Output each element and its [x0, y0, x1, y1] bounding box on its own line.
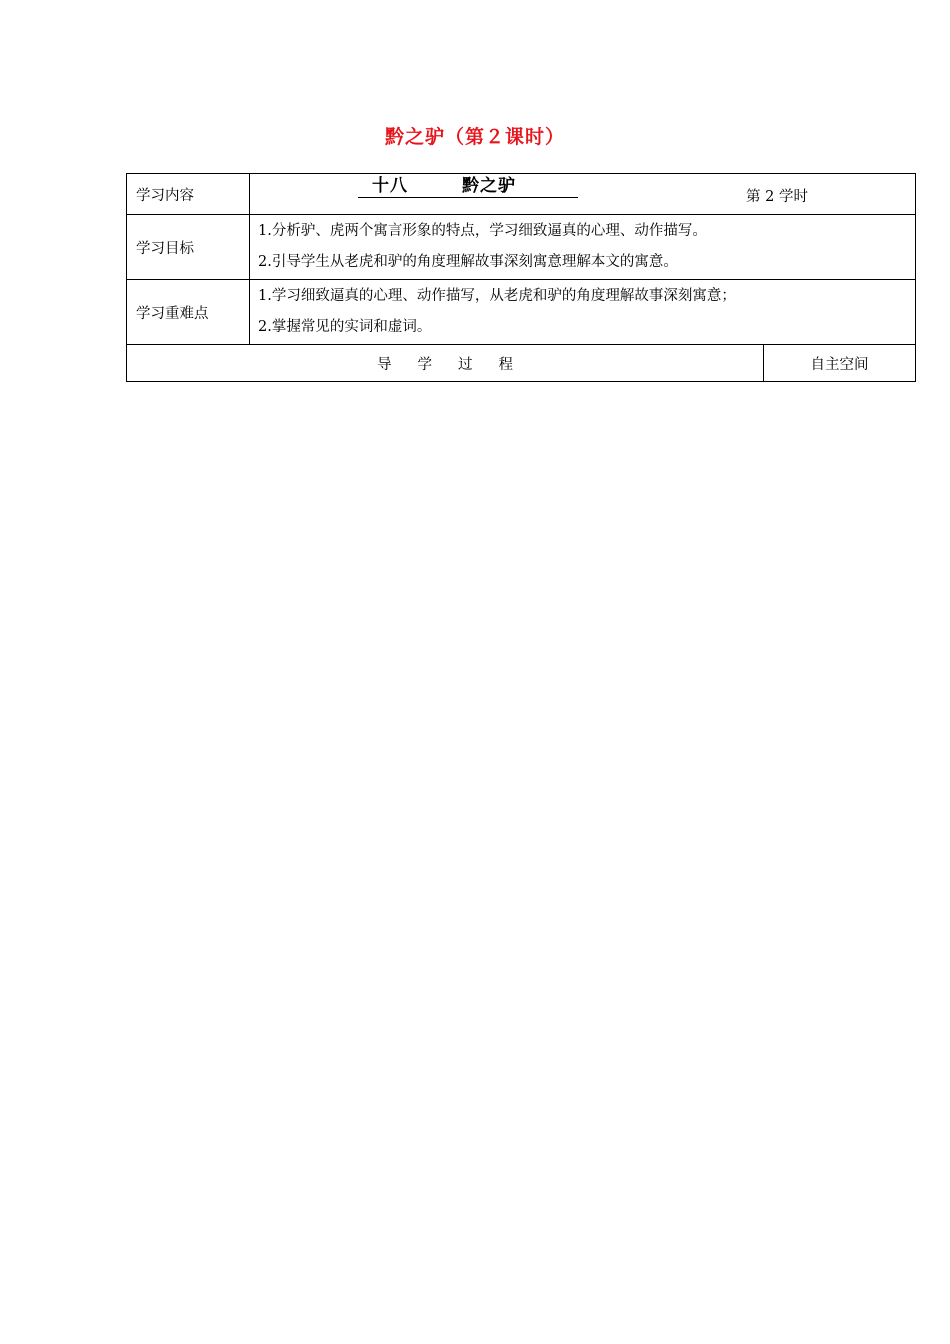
keypoint-item: 1.学习细致逼真的心理、动作描写，从老虎和驴的角度理解故事深刻寓意； [258, 288, 736, 304]
lesson-name: 黔之驴 [462, 176, 516, 196]
goal-item: 1.分析驴、虎两个寓言形象的特点，学习细致逼真的心理、动作描写。 [258, 223, 707, 239]
keypoints-row [127, 280, 916, 345]
self-study-space-header: 自主空间 [764, 345, 916, 382]
keypoint-item: 2.掌握常见的实词和虚词。 [258, 319, 432, 335]
lesson-number: 十八 [372, 176, 408, 196]
content-cell [250, 174, 916, 215]
process-char: 程 [498, 356, 513, 373]
goals-label: 学习目标 [127, 215, 250, 280]
process-char: 过 [458, 356, 473, 373]
process-header [127, 345, 764, 382]
content-row [127, 174, 916, 215]
content-label: 学习内容 [127, 174, 250, 215]
document-title: 黔之驴（第２课时） [384, 126, 565, 148]
lesson-period: 第 2 学时 [746, 189, 808, 205]
keypoints-cell [250, 280, 916, 345]
process-char: 导 [377, 356, 392, 373]
lesson-plan-table [126, 173, 916, 382]
process-char: 学 [417, 356, 432, 373]
keypoints-label: 学习重难点 [127, 280, 250, 345]
goals-row [127, 215, 916, 280]
lesson-heading [358, 175, 578, 198]
footer-row [127, 345, 916, 382]
goal-item: 2.引导学生从老虎和驴的角度理解故事深刻寓意理解本文的寓意。 [258, 254, 678, 270]
goals-cell [250, 215, 916, 280]
